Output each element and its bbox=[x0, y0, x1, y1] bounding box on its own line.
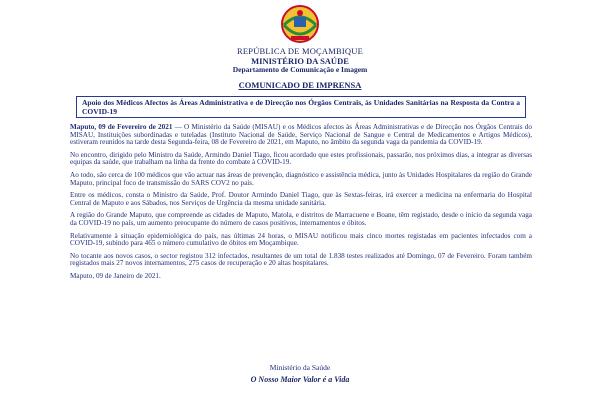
mozambique-emblem-icon bbox=[279, 3, 321, 45]
subject-box: Apoio dos Médicos Afectos às Áreas Administrativa e de Direcção nos Órgãos Centrais, às Unidades Sanitárias na Resposta da Contra a COVID-19 bbox=[76, 96, 526, 118]
press-release-body bbox=[70, 124, 532, 286]
closing-date: Maputo, 09 de Janeiro de 2021. bbox=[70, 271, 161, 280]
paragraph-4: Entre os médicos, consta o Ministro da Saúde, Prof. Doutor Armindo Daniel Tiago, que às Sextas-feiras, irá exercer a medicina na enfermaria do Hospital Central de Maputo e aos Sábados, nos Serviços de Urgência da mesma unidade sanitária. bbox=[70, 191, 532, 207]
dateline: Maputo, 09 de Fevereiro de 2021 bbox=[70, 123, 173, 131]
republic-heading: REPÚBLICA DE MOÇAMBIQUE bbox=[237, 46, 363, 56]
paragraph-3: Ao todo, são cerca de 100 médicos que vão actuar nas áreas de prevenção, diagnóstico e assistência médica, junto às Unidades Hospitalares da região do Grande Maputo, principal foco de transmissão do SARS COV2 no país. bbox=[70, 170, 532, 187]
paragraph-6: Relativamente à situação epidemiológica do país, nas últimas 24 horas, o MISAU notificou mais cinco mortes registadas em pacientes infectados com a COVID-19, subindo para 465 o número cumulativo de óbitos em Moçambique. bbox=[70, 231, 532, 248]
paragraph-1-text: — O Ministério da Saúde (MISAU) e os Médicos afectos às Áreas Administrativas e de Direcção nos Órgãos Centrais do MISAU, Instituições subordinadas e tuteladas (Instituto Nacional de Saúde, Serviço Nacional de Sangue e Central de Medicamentos e Artigos Médicos), estiveram reunidos na tarde desta Segunda-feira, 08 de Fevereiro de 2021, em Maputo, no âmbito da segunda vaga da pandemia da COVID-19. bbox=[70, 123, 532, 147]
paragraph-1 bbox=[70, 124, 532, 147]
paragraph-7: No tocante aos novos casos, o sector registou 312 infectados, resultantes de um total de 1.838 testes realizados até Domingo, 07 de Fevereiro. Foram também registados mais 27 novos internamentos, 275 casos de recuperação e 20 altas hospitalares. bbox=[70, 251, 532, 268]
paragraph-2: No encontro, dirigido pelo Ministro da Saúde, Armindo Daniel Tiago, ficou acordado que estes profissionais, passarão, nos próximos dias, a integrar as diversas equipas da saúde, que trabalham na linha da frente do combate à COVID-19. bbox=[70, 150, 532, 167]
ministry-heading: MINISTÉRIO DA SAÚDE bbox=[251, 56, 349, 66]
motto: O Nosso Maior Valor é a Vida bbox=[250, 375, 350, 384]
signature: Ministério da Saúde bbox=[269, 363, 331, 372]
communique-title: COMUNICADO DE IMPRENSA bbox=[238, 80, 362, 90]
department-heading: Departamento de Comunicação e Imagem bbox=[232, 65, 368, 74]
paragraph-5: A região do Grande Maputo, que compreende as cidades de Maputo, Matola, e distritos de Marracuene e Boane, têm registado, desde o início da segunda vaga da COVID-19 no país, um aumento preocupante do número de casos positivos, internamentos e óbitos. bbox=[70, 211, 532, 227]
